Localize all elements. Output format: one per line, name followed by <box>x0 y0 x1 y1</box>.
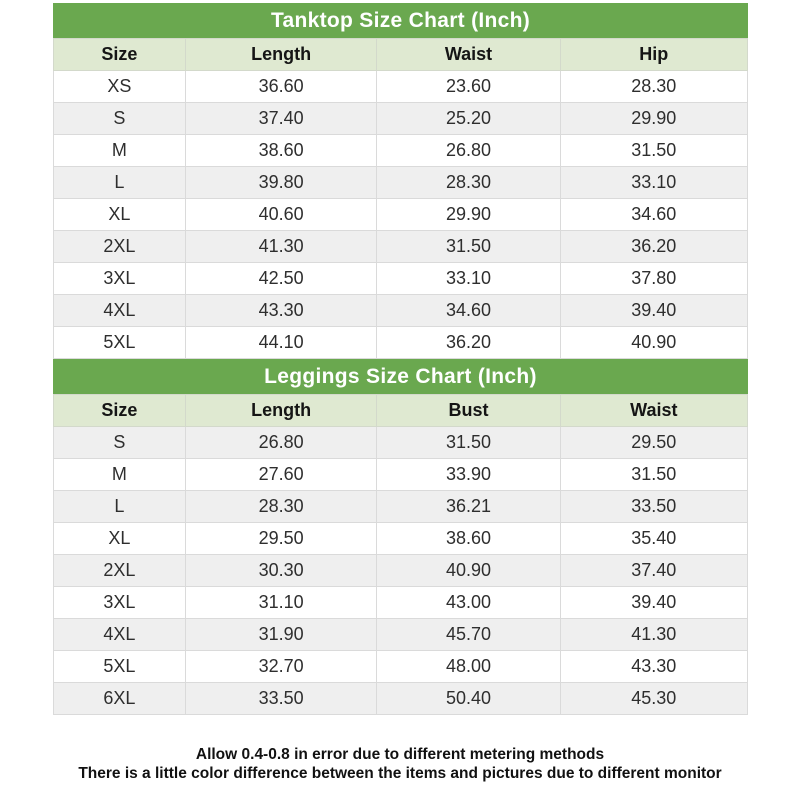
value-cell: 33.90 <box>377 459 560 491</box>
value-cell: 28.30 <box>560 71 747 103</box>
value-cell: 39.40 <box>560 587 747 619</box>
table-row <box>54 523 748 555</box>
value-cell: 28.30 <box>377 167 560 199</box>
table-row <box>54 427 748 459</box>
size-cell: 6XL <box>54 683 186 715</box>
value-cell: 37.40 <box>185 103 377 135</box>
value-cell: 31.50 <box>560 135 747 167</box>
leggings-chart-title: Leggings Size Chart (Inch) <box>53 359 748 394</box>
table-row <box>54 103 748 135</box>
table-row <box>54 295 748 327</box>
table-row <box>54 263 748 295</box>
column-header-size: Size <box>54 39 186 71</box>
value-cell: 29.50 <box>560 427 747 459</box>
size-cell: 2XL <box>54 231 186 263</box>
value-cell: 36.21 <box>377 491 560 523</box>
value-cell: 31.50 <box>377 427 560 459</box>
column-header-hip: Hip <box>560 39 747 71</box>
value-cell: 42.50 <box>185 263 377 295</box>
size-cell: S <box>54 103 186 135</box>
column-header-length: Length <box>185 395 377 427</box>
header-row <box>54 395 748 427</box>
value-cell: 45.70 <box>377 619 560 651</box>
value-cell: 36.60 <box>185 71 377 103</box>
tanktop-chart-title: Tanktop Size Chart (Inch) <box>53 3 748 38</box>
value-cell: 43.30 <box>185 295 377 327</box>
size-tables-container <box>53 3 748 715</box>
value-cell: 31.50 <box>560 459 747 491</box>
value-cell: 32.70 <box>185 651 377 683</box>
column-header-size: Size <box>54 395 186 427</box>
size-cell: XL <box>54 523 186 555</box>
value-cell: 25.20 <box>377 103 560 135</box>
size-cell: L <box>54 167 186 199</box>
column-header-length: Length <box>185 39 377 71</box>
header-row <box>54 39 748 71</box>
column-header-bust: Bust <box>377 395 560 427</box>
table-row <box>54 491 748 523</box>
tanktop-size-table <box>53 38 748 359</box>
size-cell: M <box>54 135 186 167</box>
tanktop-size-chart-section <box>53 3 748 359</box>
value-cell: 33.10 <box>560 167 747 199</box>
value-cell: 39.80 <box>185 167 377 199</box>
size-cell: 2XL <box>54 555 186 587</box>
value-cell: 43.00 <box>377 587 560 619</box>
table-row <box>54 327 748 359</box>
size-cell: 4XL <box>54 619 186 651</box>
table-row <box>54 199 748 231</box>
size-cell: 3XL <box>54 263 186 295</box>
value-cell: 40.90 <box>377 555 560 587</box>
size-cell: XS <box>54 71 186 103</box>
value-cell: 33.10 <box>377 263 560 295</box>
value-cell: 33.50 <box>560 491 747 523</box>
column-header-waist: Waist <box>377 39 560 71</box>
table-row <box>54 167 748 199</box>
size-cell: S <box>54 427 186 459</box>
size-cell: 5XL <box>54 327 186 359</box>
table-row <box>54 459 748 491</box>
table-row <box>54 71 748 103</box>
value-cell: 26.80 <box>377 135 560 167</box>
value-cell: 40.60 <box>185 199 377 231</box>
value-cell: 38.60 <box>185 135 377 167</box>
size-cell: M <box>54 459 186 491</box>
table-row <box>54 619 748 651</box>
value-cell: 41.30 <box>185 231 377 263</box>
table-row <box>54 135 748 167</box>
column-header-waist: Waist <box>560 395 747 427</box>
value-cell: 38.60 <box>377 523 560 555</box>
size-cell: 4XL <box>54 295 186 327</box>
size-cell: 5XL <box>54 651 186 683</box>
value-cell: 31.90 <box>185 619 377 651</box>
value-cell: 23.60 <box>377 71 560 103</box>
leggings-size-table <box>53 394 748 715</box>
table-row <box>54 555 748 587</box>
value-cell: 35.40 <box>560 523 747 555</box>
value-cell: 29.90 <box>560 103 747 135</box>
size-cell: XL <box>54 199 186 231</box>
value-cell: 29.50 <box>185 523 377 555</box>
footnote <box>0 745 800 783</box>
value-cell: 34.60 <box>377 295 560 327</box>
size-cell: 3XL <box>54 587 186 619</box>
value-cell: 27.60 <box>185 459 377 491</box>
table-row <box>54 683 748 715</box>
value-cell: 44.10 <box>185 327 377 359</box>
value-cell: 41.30 <box>560 619 747 651</box>
value-cell: 29.90 <box>377 199 560 231</box>
value-cell: 40.90 <box>560 327 747 359</box>
value-cell: 26.80 <box>185 427 377 459</box>
footnote-line-1: Allow 0.4-0.8 in error due to different metering methods <box>195 746 605 763</box>
value-cell: 50.40 <box>377 683 560 715</box>
value-cell: 34.60 <box>560 199 747 231</box>
size-cell: L <box>54 491 186 523</box>
table-row <box>54 231 748 263</box>
value-cell: 48.00 <box>377 651 560 683</box>
value-cell: 36.20 <box>560 231 747 263</box>
footnote-line-2: There is a little color difference between the items and pictures due to different monitor <box>78 765 722 782</box>
value-cell: 31.10 <box>185 587 377 619</box>
value-cell: 28.30 <box>185 491 377 523</box>
value-cell: 37.80 <box>560 263 747 295</box>
value-cell: 43.30 <box>560 651 747 683</box>
table-row <box>54 651 748 683</box>
value-cell: 33.50 <box>185 683 377 715</box>
leggings-size-chart-section <box>53 359 748 715</box>
value-cell: 37.40 <box>560 555 747 587</box>
value-cell: 30.30 <box>185 555 377 587</box>
value-cell: 31.50 <box>377 231 560 263</box>
value-cell: 39.40 <box>560 295 747 327</box>
value-cell: 45.30 <box>560 683 747 715</box>
value-cell: 36.20 <box>377 327 560 359</box>
table-row <box>54 587 748 619</box>
